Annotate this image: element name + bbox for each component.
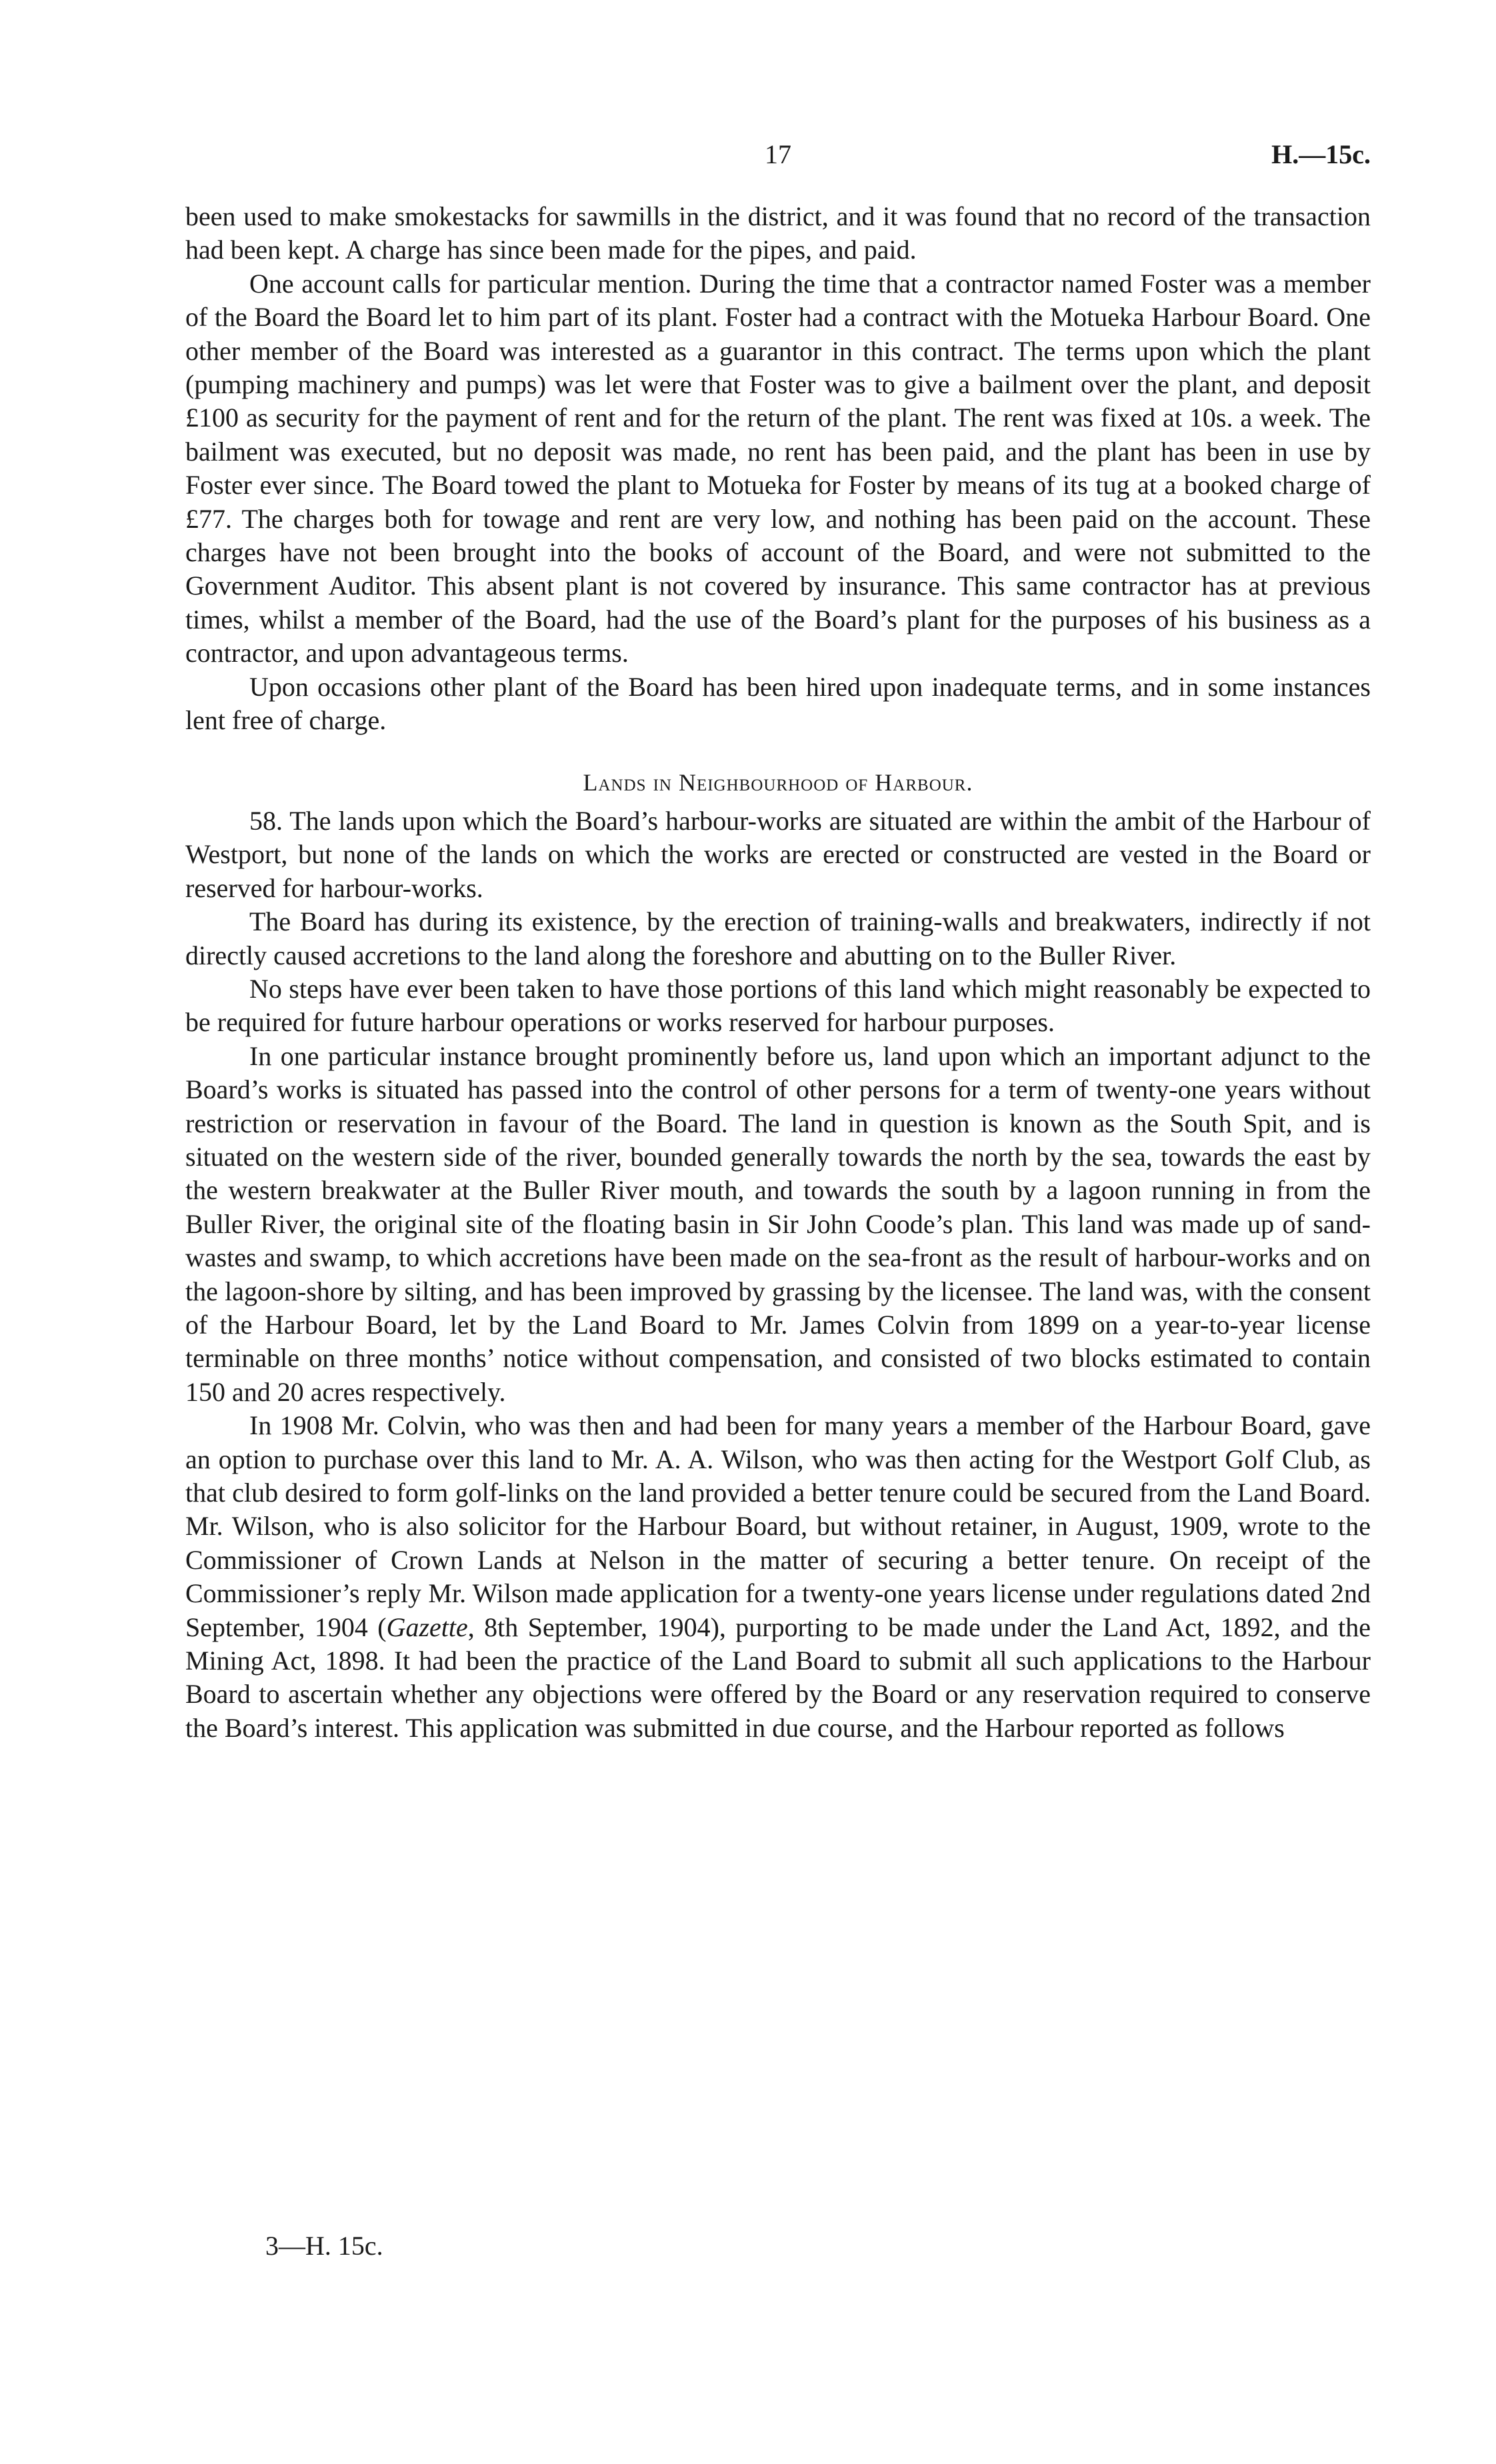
paragraph-colvin-option bbox=[185, 1409, 1371, 1745]
paragraph-colvin-option-part-b: , 8th September, 1904), purporting to be made under the Land Act, 1892, and the Mining Act, 1898. It had been the practice of the Land Board to submit all such applications to the Harbour Board to ascertain whether any objections were offered by the Board or any reservation required to conserve the Board’s interest. This application was submitted in due course, and the Harbour reported as follows bbox=[185, 1612, 1371, 1743]
paragraph-foster-account: One account calls for particular mention. During the time that a contractor named Foster was a member of the Board the Board let to him part of its plant. Foster had a contract with the Motueka Harbour Board. One other member of the Board was interested as a guarantor in this contract. The terms upon which the plant (pumping machinery and pumps) was let were that Foster was to give a bailment over the plant, and deposit £100 as security for the payment of rent and for the return of the plant. The rent was fixed at 10s. a week. The bailment was executed, but no deposit was made, no rent has been paid, and the plant has been in use by Foster ever since. The Board towed the plant to Motueka for Foster by means of its tug at a booked charge of £77. The charges both for towage and rent are very low, and nothing has been paid on the account. These charges have not been brought into the books of account of the Board, and were not submitted to the Government Auditor. This absent plant is not covered by insurance. This same contractor has at previous times, whilst a member of the Board, had the use of the Board’s plant for the purposes of his business as a contractor, and upon advantageous terms. bbox=[185, 268, 1371, 668]
page-header bbox=[185, 133, 1371, 180]
paragraph-colvin-option-part-a: In 1908 Mr. Colvin, who was then and had been for many years a member of the Harbour Board, gave an option to purchase over this land to Mr. A. A. Wilson, who was then acting for the Westport Golf Club, as that club desired to form golf-links on the land provided a better tenure could be secured from the Land Board. Mr. Wilson, who is also solicitor for the Harbour Board, but without retainer, in August, 1909, wrote to the Commissioner of Crown Lands at Nelson in the matter of securing a better tenure. On receipt of the Commissioner’s reply Mr. Wilson made application for a twenty-one years license under regulations dated 2nd September, 1904 ( bbox=[185, 1410, 1371, 1642]
page-number: 17 bbox=[765, 139, 791, 169]
paragraph-accretions: The Board has during its existence, by the erection of training-walls and breakwaters, indirectly if not directly caused accretions to the land along the foreshore and abutting on to the Buller River. bbox=[185, 906, 1371, 970]
paragraph-no-steps: No steps have ever been taken to have those portions of this land which might reasonably be expected to be required for future harbour operations or works reserved for harbour purposes. bbox=[185, 973, 1371, 1038]
paragraph-south-spit: In one particular instance brought prominently before us, land upon which an important adjunct to the Board’s works is situated has passed into the control of other persons for a term of twenty-one years without restriction or reservation in favour of the Board. The land in question is known as the South Spit, and is situated on the western side of the river, bounded generally towards the north by the sea, towards the east by the western breakwater at the Buller River mouth, and towards the south by a lagoon running in from the Buller River, the original site of the floating basin in Sir John Coode’s plan. This land was made up of sand-wastes and swamp, to which accretions have been made on the sea-front as the result of harbour-works and on the lagoon-shore by silting, and has been improved by grassing by the licensee. The land was, with the consent of the Harbour Board, let by the Land Board to Mr. James Colvin from 1899 on a year-to-year license terminable on three months’ notice without compensation, and consisted of two blocks estimated to contain 150 and 20 acres respectively. bbox=[185, 1040, 1371, 1407]
body-text bbox=[185, 200, 1371, 1745]
gazette-italic: Gazette bbox=[386, 1612, 468, 1642]
footer-signature-reference: 3—H. 15c. bbox=[265, 2231, 383, 2261]
paragraph-continuation: been used to make smokestacks for sawmills in the district, and it was found that no record of the transaction had been kept. A charge has since been made for the pipes, and paid. bbox=[185, 201, 1371, 265]
paragraph-58: 58. The lands upon which the Board’s harbour-works are situated are within the ambit of the Harbour of Westport, but none of the lands on which the works are erected or constructed are vested in the Board or reserved for harbour-works. bbox=[185, 805, 1371, 903]
paragraph-other-plant: Upon occasions other plant of the Board has been hired upon inadequate terms, and in some instances lent free of charge. bbox=[185, 671, 1371, 736]
section-heading: Lands in Neighbourhood of Harbour. bbox=[583, 768, 973, 796]
document-reference: H.—15c. bbox=[1271, 139, 1371, 169]
